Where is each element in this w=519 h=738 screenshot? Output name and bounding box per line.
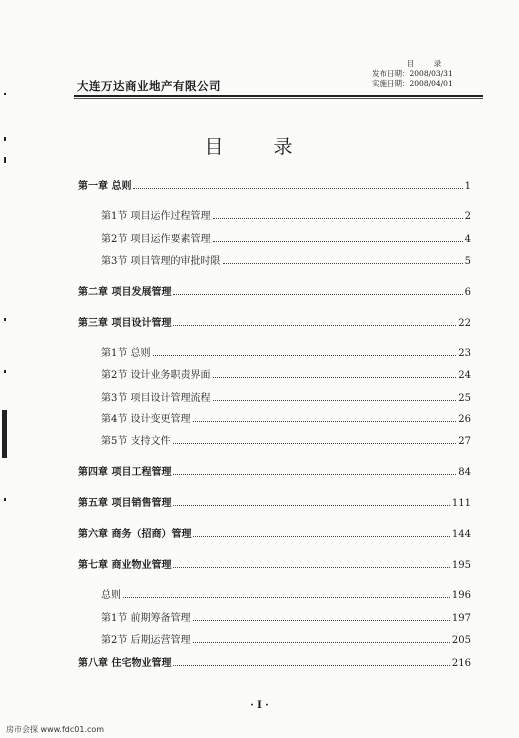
toc-entry-label: 第二章 项目发展管理 xyxy=(78,287,172,298)
toc-entry-page: 197 xyxy=(451,613,471,624)
toc-entry-label: 第八章 住宅物业管理 xyxy=(78,658,172,669)
toc-entry-page: 216 xyxy=(451,658,471,669)
issue-date: 发布日期：2008/03/31 xyxy=(372,69,453,78)
toc-entry-label: 第3节 项目管理的审批时限 xyxy=(101,256,221,267)
toc-entry-page: 144 xyxy=(451,529,471,540)
scan-speck xyxy=(4,370,6,373)
dot-leader xyxy=(213,240,463,242)
page-number: · I · xyxy=(250,700,269,711)
dot-leader xyxy=(193,535,449,537)
toc-entry-chapter-2[interactable] xyxy=(78,283,471,297)
toc-entry-page: 196 xyxy=(451,590,471,601)
toc-entry-label: 第1节 总则 xyxy=(101,348,151,359)
toc-entry-chapter-8[interactable] xyxy=(78,654,471,668)
toc-entry-page: 4 xyxy=(464,234,471,245)
toc-entry-section[interactable] xyxy=(101,230,471,244)
toc-entry-label: 第五章 项目销售管理 xyxy=(78,498,172,509)
toc-entry-chapter-7[interactable] xyxy=(78,556,471,570)
scan-speck xyxy=(4,157,6,163)
toc-entry-chapter-5[interactable] xyxy=(78,494,471,508)
scan-edge-bar xyxy=(2,410,7,458)
toc-entry-page: 22 xyxy=(458,318,471,329)
toc-entry-label: 第1节 前期筹备管理 xyxy=(101,613,191,624)
dot-leader xyxy=(193,641,450,643)
dot-leader xyxy=(213,399,457,401)
dot-leader xyxy=(213,217,463,219)
toc-entry-section[interactable] xyxy=(101,586,471,600)
toc-entry-page: 27 xyxy=(458,436,471,447)
toc-entry-section[interactable] xyxy=(101,344,471,358)
scan-speck xyxy=(4,137,6,141)
effective-date: 实施日期：2008/04/01 xyxy=(372,79,453,88)
toc-entry-page: 24 xyxy=(458,370,471,381)
site-watermark: 房市会探 www.fdc01.com xyxy=(6,725,105,734)
toc-entry-chapter-3[interactable] xyxy=(78,314,471,328)
toc-entry-section[interactable] xyxy=(101,366,471,380)
dot-leader xyxy=(173,293,462,295)
toc-entry-page: 26 xyxy=(458,414,471,425)
toc-entry-section[interactable] xyxy=(101,609,471,623)
toc-entry-label: 第七章 商业物业管理 xyxy=(78,560,172,571)
dot-leader xyxy=(153,354,457,356)
scan-speck xyxy=(4,93,6,95)
toc-entry-label: 第四章 项目工程管理 xyxy=(78,467,172,478)
toc-entry-label: 第2节 项目运作要素管理 xyxy=(101,234,211,245)
toc-entry-label: 第2节 后期运营管理 xyxy=(101,635,191,646)
toc-entry-page: 6 xyxy=(464,287,471,298)
toc-entry-chapter-6[interactable] xyxy=(78,525,471,539)
toc-entry-section[interactable] xyxy=(101,389,471,403)
toc-entry-chapter-1[interactable] xyxy=(78,177,471,191)
toc-entry-page: 2 xyxy=(464,211,471,222)
toc-entry-page: 195 xyxy=(451,560,471,571)
toc-entry-section[interactable] xyxy=(101,410,471,424)
scan-speck xyxy=(4,318,6,321)
dot-leader xyxy=(173,504,449,506)
header-doc-label: 目 录 xyxy=(406,59,448,68)
toc-entry-chapter-4[interactable] xyxy=(78,463,471,477)
toc-entry-label: 第一章 总则 xyxy=(78,181,132,192)
toc-entry-label: 第1节 项目运作过程管理 xyxy=(101,211,211,222)
dot-leader xyxy=(173,473,456,475)
toc-entry-label: 第六章 商务（招商）管理 xyxy=(78,529,192,540)
toc-entry-section[interactable] xyxy=(101,207,471,221)
dot-leader xyxy=(173,442,457,444)
toc-entry-label: 总则 xyxy=(101,590,121,601)
toc-entry-page: 23 xyxy=(458,348,471,359)
scan-speck xyxy=(4,498,6,501)
dot-leader xyxy=(193,619,450,621)
toc-entry-page: 5 xyxy=(464,256,471,267)
dot-leader xyxy=(173,324,456,326)
toc-entry-label: 第5节 支持文件 xyxy=(101,436,171,447)
dot-leader xyxy=(173,664,449,666)
toc-title: 目 录 xyxy=(204,136,315,158)
dot-leader xyxy=(223,262,463,264)
toc-entry-page: 25 xyxy=(458,393,471,404)
toc-entry-page: 205 xyxy=(451,635,471,646)
dot-leader xyxy=(213,376,457,378)
toc-entry-section[interactable] xyxy=(101,631,471,645)
toc-entry-section[interactable] xyxy=(101,252,471,266)
toc-entry-label: 第三章 项目设计管理 xyxy=(78,318,172,329)
toc-entry-page: 111 xyxy=(451,498,471,509)
toc-entry-page: 84 xyxy=(458,467,471,478)
toc-entry-label: 第4节 设计变更管理 xyxy=(101,414,191,425)
dot-leader xyxy=(133,187,462,189)
dot-leader xyxy=(123,596,450,598)
toc-entry-page: 1 xyxy=(464,181,471,192)
dot-leader xyxy=(173,566,449,568)
company-name: 大连万达商业地产有限公司 xyxy=(77,79,221,93)
dot-leader xyxy=(193,420,457,422)
toc-entry-label: 第3节 项目设计管理流程 xyxy=(101,393,211,404)
toc-entry-section[interactable] xyxy=(101,432,471,446)
toc-entry-label: 第2节 设计业务职责界面 xyxy=(101,370,211,381)
